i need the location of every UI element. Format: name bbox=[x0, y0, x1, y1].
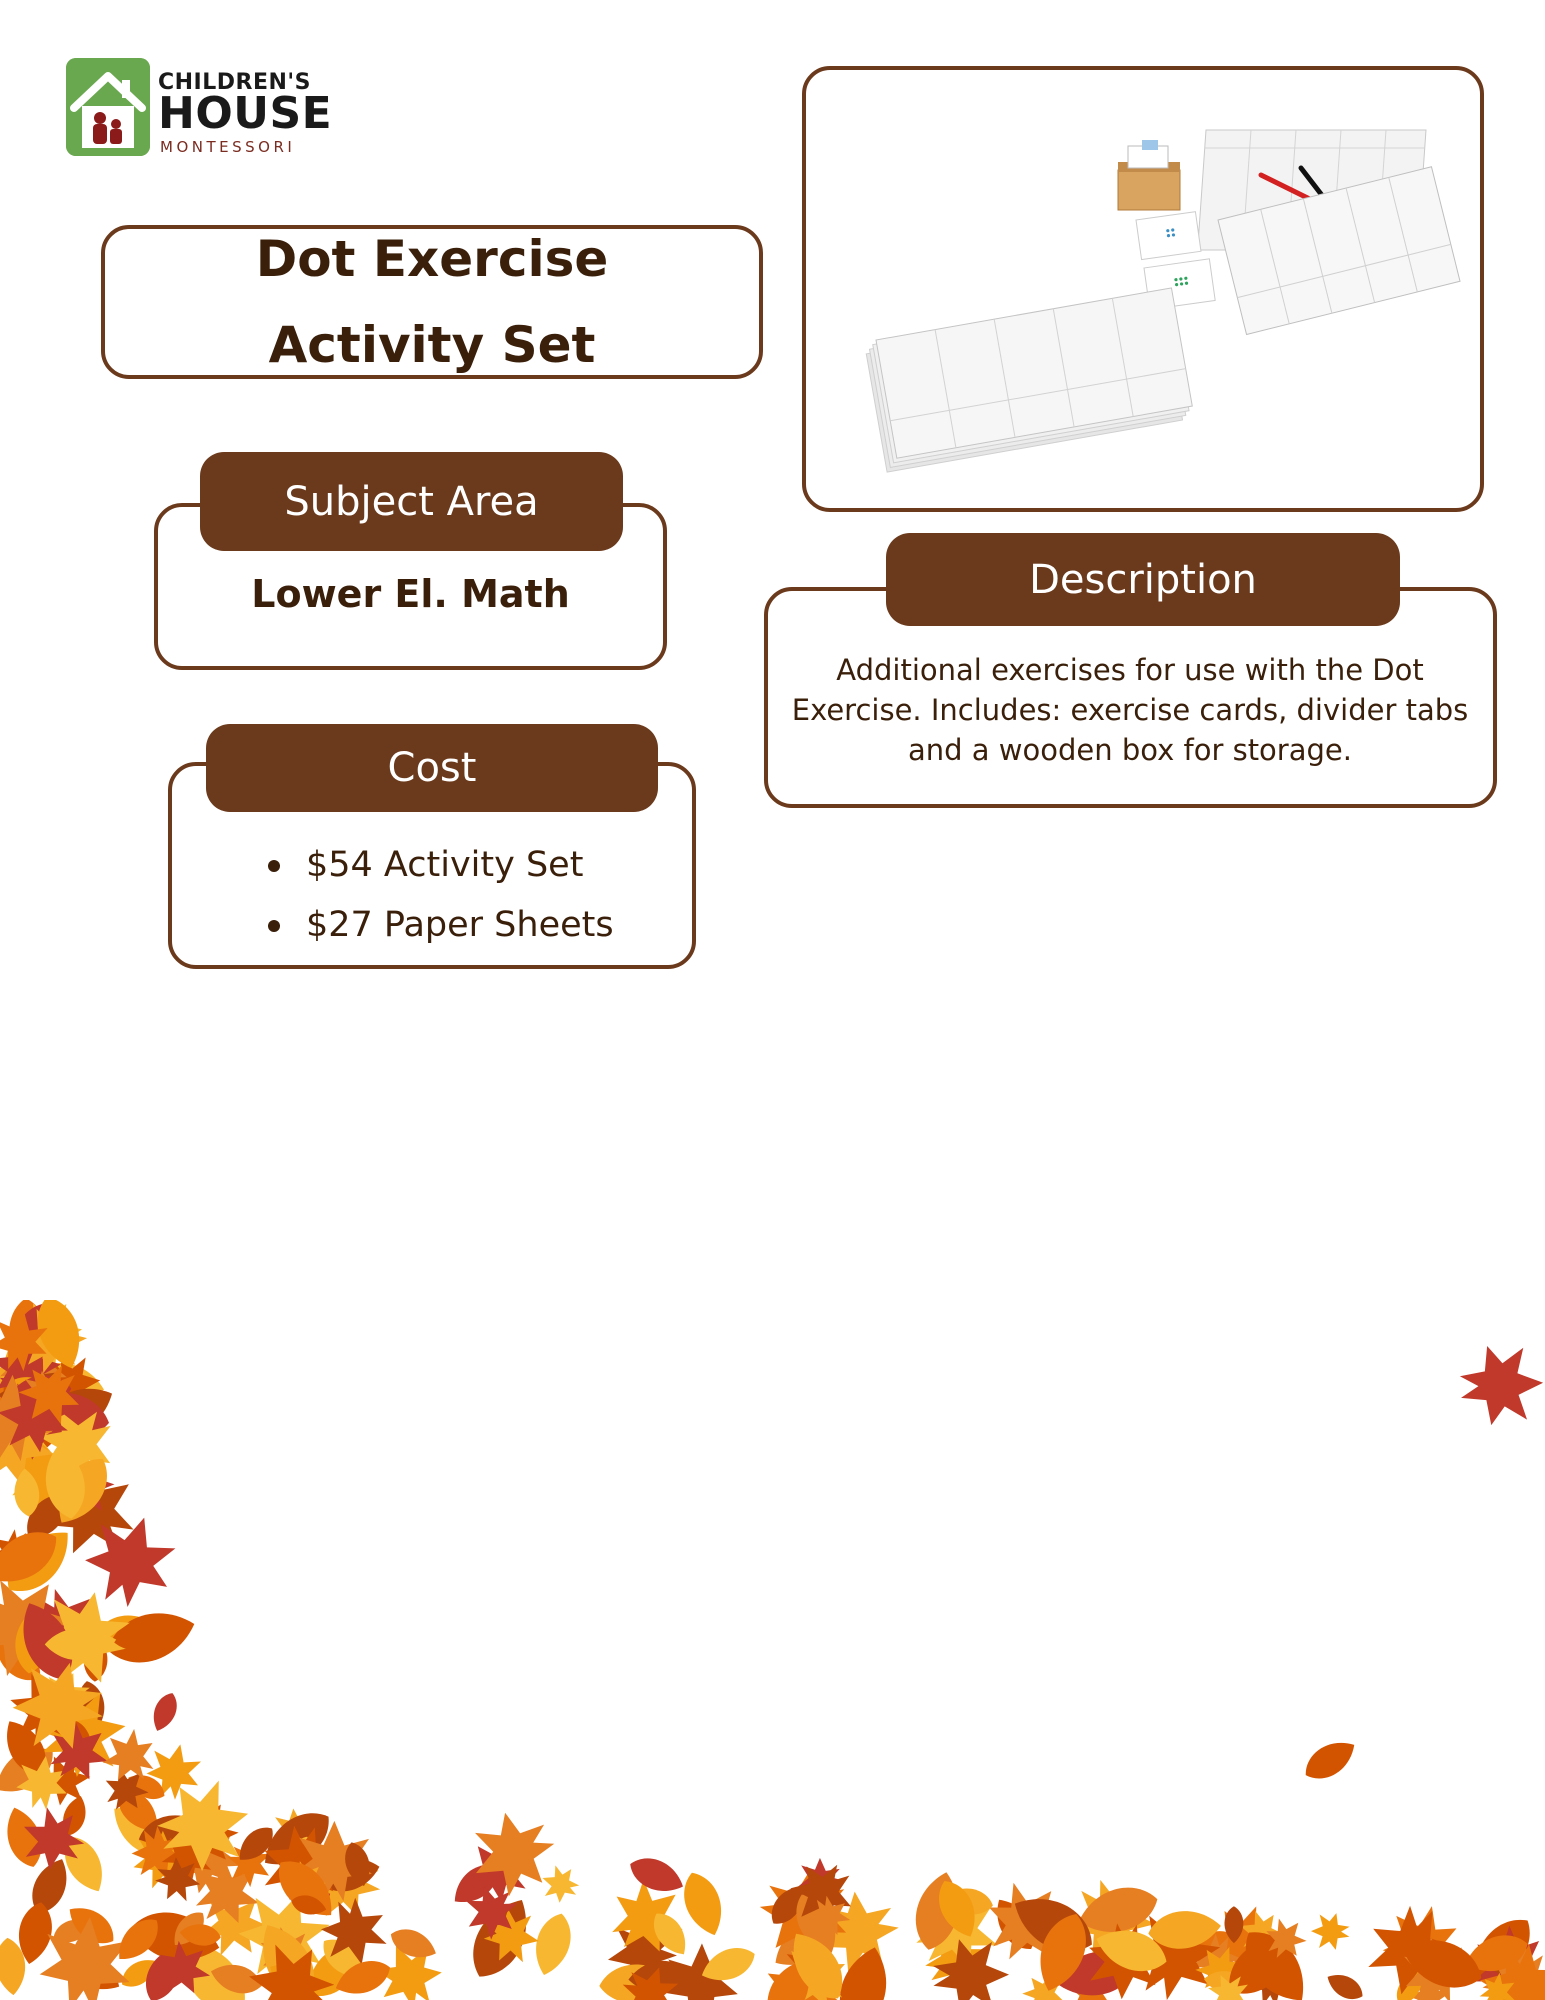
cost-list bbox=[260, 835, 614, 955]
product-image bbox=[802, 66, 1484, 512]
cost-item: $54 Activity Set bbox=[260, 835, 614, 895]
title-card bbox=[101, 225, 763, 379]
description-label: Description bbox=[886, 533, 1400, 626]
cost-label: Cost bbox=[206, 724, 658, 812]
logo-line-2: HOUSE bbox=[158, 88, 333, 139]
autumn-leaves-illustration bbox=[0, 1300, 1545, 2000]
cost-item: $27 Paper Sheets bbox=[260, 895, 614, 955]
subject-label: Subject Area bbox=[200, 452, 623, 551]
logo-line-1: CHILDREN'S bbox=[158, 70, 311, 95]
logo bbox=[66, 58, 333, 158]
logo-line-3: MONTESSORI bbox=[160, 138, 296, 156]
subject-value: Lower El. Math bbox=[251, 572, 570, 616]
house-icon bbox=[66, 58, 150, 156]
description-text: Additional exercises for use with the Dot Exercise. Includes: exercise cards, divider tabs and a wooden box for storage. bbox=[791, 653, 1469, 767]
page-title: Dot Exercise Activity Set bbox=[255, 230, 609, 374]
